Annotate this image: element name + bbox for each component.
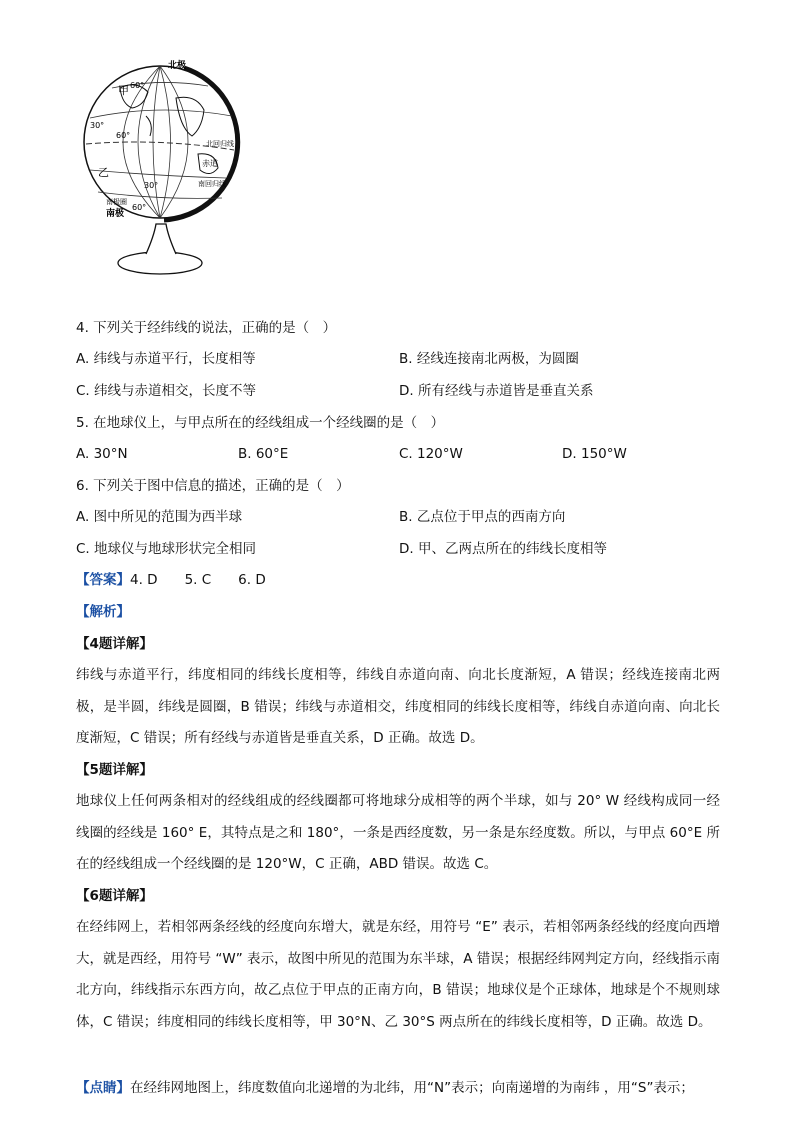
question-4-option-a: A. 纬线与赤道平行，长度相等	[76, 351, 256, 367]
detail-4-text: 纬线与赤道平行，纬度相同的纬线长度相等，纬线自赤道向南、向北长度渐短，A 错误；经线连接南北两极，是半圆，纬线是圆圈，B 错误；纬线与赤道相交，纬度相同的纬线长度相等，纬线自赤道向南、向北长度渐短，C 错误；所有经线与赤道皆是垂直关系，D 正确。故选 D。	[76, 667, 720, 746]
analysis-label: 【解析】	[76, 604, 130, 620]
label-south-tropic: 南回归线	[198, 180, 226, 188]
label-s60: 60°	[132, 203, 147, 212]
tip-text: 在经纬网地图上，纬度数值向北递增的为北纬，用“N”表示；向南递增的为南纬 ，用“S”表示；	[130, 1080, 694, 1096]
detail-4-heading: 【4题详解】	[76, 636, 153, 652]
question-4-option-d: D. 所有经线与赤道皆是垂直关系	[399, 383, 594, 399]
question-6-option-d: D. 甲、乙两点所在的纬线长度相等	[399, 541, 607, 557]
label-south-pole: 南极	[106, 209, 125, 219]
label-n60: 60°	[130, 81, 145, 90]
question-5-option-b: B. 60°E	[238, 446, 289, 462]
answer-text: 4. D 5. C 6. D	[130, 572, 266, 588]
label-jia: 甲	[118, 84, 129, 97]
globe-stand-base	[118, 252, 202, 274]
question-5-stem: 5. 在地球仪上，与甲点所在的经线组成一个经线圈的是（ ）	[76, 415, 445, 431]
label-north-tropic: 北回归线	[206, 140, 234, 148]
label-yi: 乙	[98, 166, 109, 179]
detail-5-heading: 【5题详解】	[76, 762, 153, 778]
question-6-option-c: C. 地球仪与地球形状完全相同	[76, 541, 257, 557]
detail-6-heading: 【6题详解】	[76, 888, 153, 904]
tip-label: 【点睛】	[76, 1080, 130, 1096]
label-s30: 30°	[144, 181, 159, 190]
answer-label: 【答案】	[76, 572, 130, 588]
label-lon60: 60°	[116, 131, 131, 140]
label-equator: 赤道	[202, 159, 218, 168]
question-5-option-a: A. 30°N	[76, 446, 128, 462]
question-6-option-b: B. 乙点位于甲点的西南方向	[399, 509, 566, 525]
label-n30: 30°	[90, 121, 105, 130]
question-4-stem: 4. 下列关于经纬线的说法，正确的是（ ）	[76, 320, 337, 336]
answer-line	[76, 570, 266, 590]
question-6-option-a: A. 图中所见的范围为西半球	[76, 509, 243, 525]
globe-figure	[76, 58, 248, 280]
question-5-option-d: D. 150°W	[562, 446, 627, 462]
label-antarctic: 南极圈	[106, 198, 127, 206]
label-north-pole: 北极	[168, 61, 187, 71]
globe-stand-neck	[146, 224, 176, 254]
question-4-option-b: B. 经线连接南北两极，为圆圈	[399, 351, 579, 367]
detail-5-text: 地球仪上任何两条相对的经线组成的经线圈都可将地球分成相等的两个半球，如与 20° W 经线构成同一经线圈的经线是 160° E，其特点是之和 180°，一条是西经度数，另一条是东经度数。所以，与甲点 60°E 所在的经线组成一个经线圈的是 120°W，C 正确，ABD 错误。故选 C。	[76, 793, 720, 872]
tip-line	[76, 1078, 694, 1098]
question-4-option-c: C. 纬线与赤道相交，长度不等	[76, 383, 257, 399]
question-5-option-c: C. 120°W	[399, 446, 463, 462]
question-6-stem: 6. 下列关于图中信息的描述，正确的是（ ）	[76, 478, 350, 494]
detail-6-text: 在经纬网上，若相邻两条经线的经度向东增大，就是东经，用符号 “E” 表示，若相邻两条经线的经度向西增大，就是西经，用符号 “W” 表示，故图中所见的范围为东半球，A 错误；根据经纬网判定方向，经线指示南北方向，纬线指示东西方向，故乙点位于甲点的正南方向，B 错误；地球仪是个正球体，地球是个不规则球体，C 错误；纬度相同的纬线长度相等，甲 30°N、乙 30°S 两点所在的纬线长度相等，D 正确。故选 D。	[76, 919, 720, 1030]
